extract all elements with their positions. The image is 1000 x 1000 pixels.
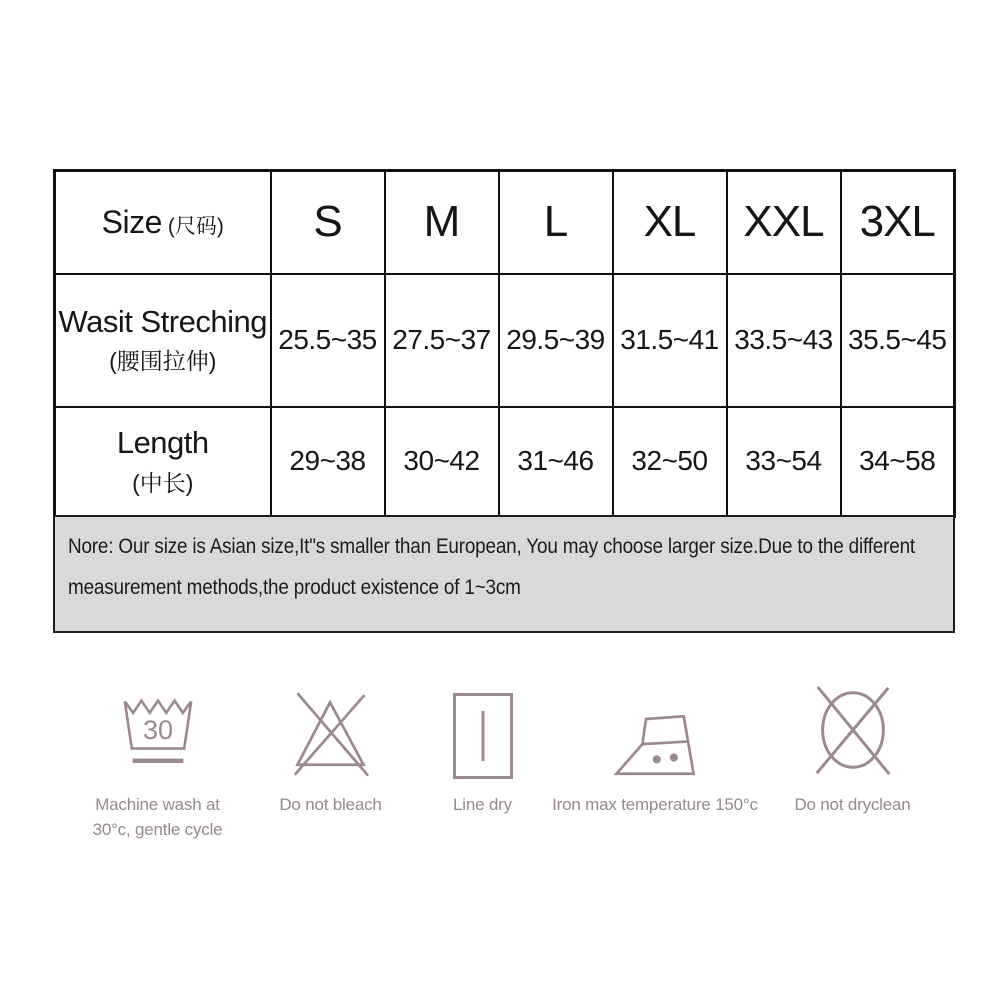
size-table bbox=[53, 169, 956, 518]
length-value-xxl: 33~54 bbox=[727, 407, 841, 517]
iron-icon bbox=[610, 710, 700, 780]
waist-row-label-cell bbox=[55, 274, 271, 407]
care-item-do-not-dryclean bbox=[765, 686, 940, 818]
do-not-dryclean-icon bbox=[803, 682, 903, 780]
size-col-3xl: 3XL bbox=[841, 171, 955, 274]
length-label-cn: (中长) bbox=[132, 469, 194, 496]
size-note-box bbox=[53, 515, 955, 633]
size-title-cell bbox=[55, 171, 271, 274]
length-row-label-cell bbox=[55, 407, 271, 517]
length-value-3xl: 34~58 bbox=[841, 407, 955, 517]
care-item-machine-wash bbox=[70, 686, 245, 842]
length-value-xl: 32~50 bbox=[613, 407, 727, 517]
waist-value-3xl: 35.5~45 bbox=[841, 274, 955, 407]
care-item-iron bbox=[540, 686, 770, 818]
care-label-iron: Iron max temperature 150°c bbox=[552, 795, 758, 814]
size-title-cn: (尺码) bbox=[167, 214, 224, 238]
care-label-do-not-dryclean: Do not dryclean bbox=[794, 795, 911, 814]
waist-stretching-row bbox=[55, 274, 955, 407]
waist-value-xxl: 33.5~43 bbox=[727, 274, 841, 407]
waist-label-en: Wasit Streching bbox=[58, 303, 267, 339]
waist-value-l: 29.5~39 bbox=[499, 274, 613, 407]
waist-value-xl: 31.5~41 bbox=[613, 274, 727, 407]
do-not-bleach-icon bbox=[283, 688, 378, 780]
waist-value-m: 27.5~37 bbox=[385, 274, 499, 407]
wash-temperature-text: 30 bbox=[142, 714, 173, 745]
length-row bbox=[55, 407, 955, 517]
size-col-s: S bbox=[271, 171, 385, 274]
care-label-machine-wash: Machine wash at 30°c, gentle cycle bbox=[92, 795, 223, 839]
size-title-en: Size bbox=[101, 203, 162, 240]
table-header-row bbox=[55, 171, 955, 274]
length-value-l: 31~46 bbox=[499, 407, 613, 517]
length-value-m: 30~42 bbox=[385, 407, 499, 517]
size-col-xxl: XXL bbox=[727, 171, 841, 274]
length-value-s: 29~38 bbox=[271, 407, 385, 517]
line-dry-icon bbox=[452, 692, 514, 780]
size-col-xl: XL bbox=[613, 171, 727, 274]
note-line-1: Nore: Our size is Asian size,It"s smaller than European, You may choose larger size.Due to the different bbox=[68, 535, 915, 558]
size-col-m: M bbox=[385, 171, 499, 274]
care-item-do-not-bleach bbox=[243, 686, 418, 818]
care-label-do-not-bleach: Do not bleach bbox=[279, 795, 382, 814]
length-label-en: Length bbox=[116, 424, 209, 460]
note-line-2: measurement methods,the product existence of 1~3cm bbox=[68, 576, 521, 599]
care-label-line-dry: Line dry bbox=[453, 795, 512, 814]
waist-value-s: 25.5~35 bbox=[271, 274, 385, 407]
size-col-l: L bbox=[499, 171, 613, 274]
machine-wash-icon bbox=[114, 684, 202, 780]
waist-label-cn: (腰围拉伸) bbox=[109, 348, 217, 375]
